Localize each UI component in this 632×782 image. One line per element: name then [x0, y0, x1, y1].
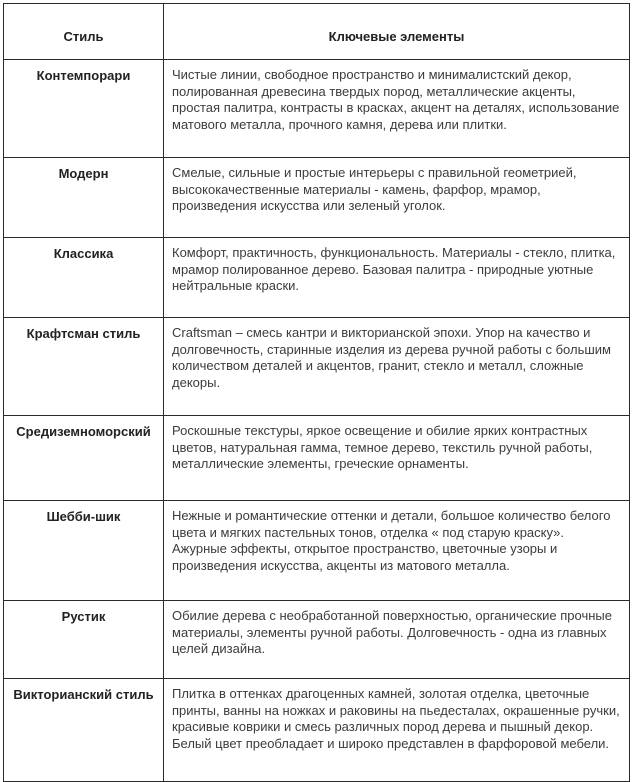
style-description-cell: Чистые линии, свободное пространство и минималистский декор, полированная древесина твердых пород, металлические акценты, простая палитра, контрасты в красках, акцент на деталях, использование матового металла, прочного камня, дерева или плитки.: [164, 60, 630, 158]
style-name-cell: Средиземноморский: [4, 416, 164, 501]
style-description-cell: Роскошные текстуры, яркое освещение и обилие ярких контрастных цветов, натуральная гамма, темное дерево, текстиль ручной работы, металлические элементы, греческие орнаменты.: [164, 416, 630, 501]
table-row: [4, 416, 630, 501]
style-name-cell: Викторианский стиль: [4, 679, 164, 782]
style-description-cell: Нежные и романтические оттенки и детали, большое количество белого цвета и мягких пастельных тонов, отделка « под старую краску». Ажурные эффекты, открытое пространство, цветочные узоры и произведения искусства, акценты из матового металла.: [164, 501, 630, 601]
table-row: [4, 501, 630, 601]
style-description-cell: Смелые, сильные и простые интерьеры с правильной геометрией, высококачественные материалы - камень, фарфор, мрамор, произведения искусства или зеленый уголок.: [164, 158, 630, 238]
style-description-cell: Плитка в оттенках драгоценных камней, золотая отделка, цветочные принты, ванны на ножках и раковины на пьедесталах, окрашенные ручки, красивые коврики и смесь различных пород дерева и пышный декор. Белый цвет преобладает и широко представлен в фарфоровой мебели.: [164, 679, 630, 782]
table-row: [4, 679, 630, 782]
style-description-cell: Комфорт, практичность, функциональность. Материалы - стекло, плитка, мрамор полированное дерево. Базовая палитра - природные уютные нейтральные краски.: [164, 238, 630, 318]
table-row: [4, 60, 630, 158]
style-name-cell: Рустик: [4, 601, 164, 679]
table-row: [4, 318, 630, 416]
table-row: [4, 601, 630, 679]
style-name-cell: Крафтсман стиль: [4, 318, 164, 416]
style-description-cell: Обилие дерева с необработанной поверхностью, органические прочные материалы, элементы ручной работы. Долговечность - одна из главных целей дизайна.: [164, 601, 630, 679]
header-key-elements: Ключевые элементы: [164, 4, 630, 60]
table-row: [4, 158, 630, 238]
style-name-cell: Контемпорари: [4, 60, 164, 158]
header-style: Стиль: [4, 4, 164, 60]
style-name-cell: Классика: [4, 238, 164, 318]
table-header-row: [4, 4, 630, 60]
interior-styles-table: [3, 3, 630, 782]
style-name-cell: Шебби-шик: [4, 501, 164, 601]
style-description-cell: Craftsman – смесь кантри и викторианской эпохи. Упор на качество и долговечность, старинные изделия из дерева ручной работы с большим количеством деталей и акцентов, гранит, стекло и металл, сложные декоры.: [164, 318, 630, 416]
style-name-cell: Модерн: [4, 158, 164, 238]
table-row: [4, 238, 630, 318]
